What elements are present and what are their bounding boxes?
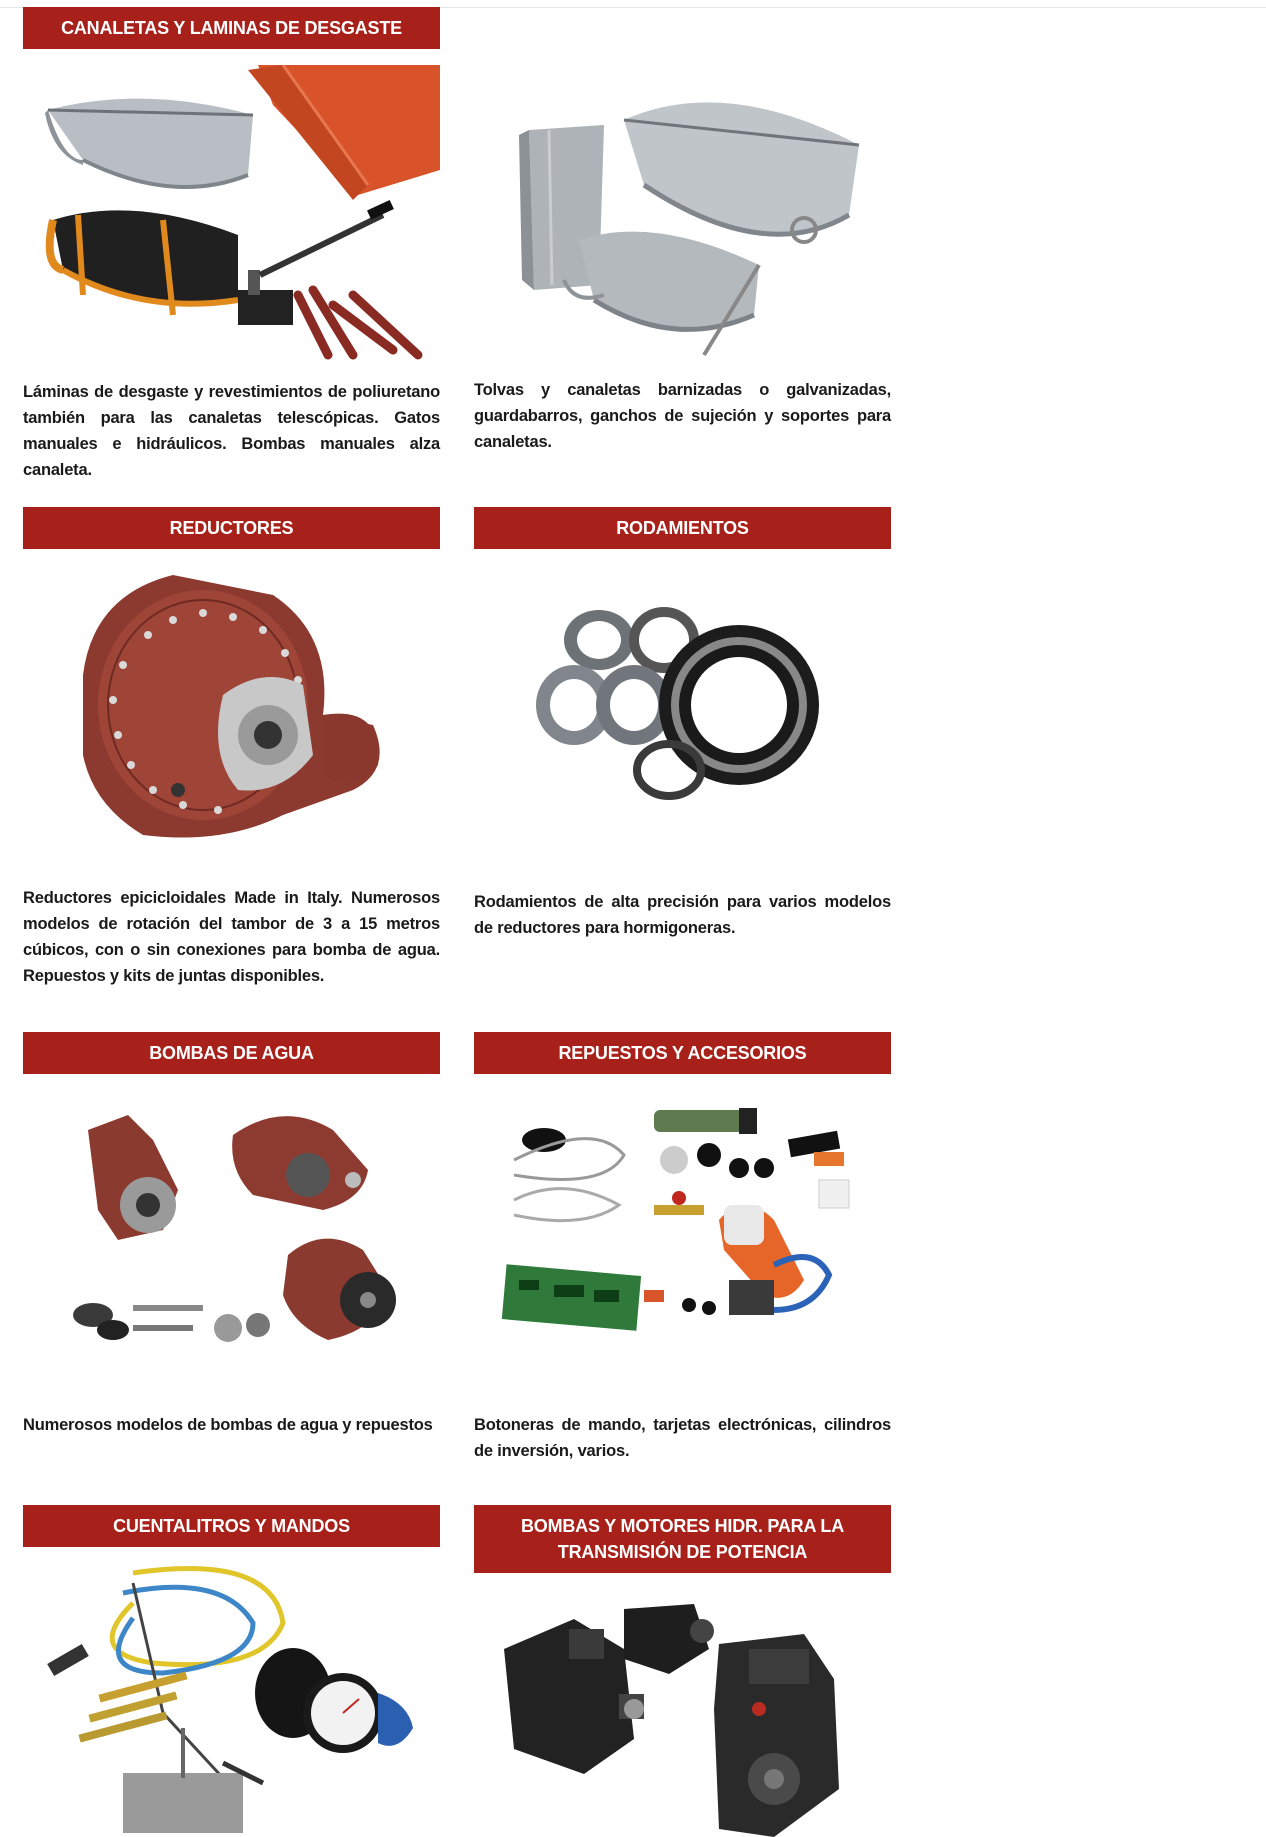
water-meter-controls-photo[interactable] <box>23 1563 440 1833</box>
water-pumps-photo[interactable] <box>23 1080 440 1380</box>
card-title[interactable]: BOMBAS Y MOTORES HIDR. PARA LA TRANSMISIÓN DE POTENCIA <box>474 1505 891 1573</box>
card-title[interactable]: REDUCTORES <box>23 507 440 549</box>
card-description: Rodamientos de alta precisión para varios modelos de reductores para hormigoneras. <box>474 893 891 937</box>
card-description: Láminas de desgaste y revestimientos de poliuretano también para las canaletas telescópicas. Gatos manuales e hidráulicos. Bombas manuales alza canaleta. <box>23 383 440 479</box>
card-description: Botoneras de mando, tarjetas electrónicas, cilindros de inversión, varios. <box>474 1416 891 1460</box>
card-title[interactable]: RODAMIENTOS <box>474 507 891 549</box>
spare-parts-photo[interactable] <box>474 1080 891 1380</box>
bearings-photo[interactable] <box>474 555 891 855</box>
card-title[interactable]: BOMBAS DE AGUA <box>23 1032 440 1074</box>
product-card-tolvas <box>474 7 891 455</box>
product-card-bombas-motores <box>474 1505 891 1837</box>
product-card-canaletas <box>23 7 440 483</box>
product-card-reductores <box>23 507 440 989</box>
product-card-repuestos <box>474 1032 891 1464</box>
product-card-cuentalitros <box>23 1505 440 1833</box>
gear-reducer-photo[interactable] <box>23 555 440 855</box>
card-description: Tolvas y canaletas barnizadas o galvanizadas, guardabarros, ganchos de sujeción y soportes para canaletas. <box>474 381 891 451</box>
hydraulic-pumps-photo[interactable] <box>474 1589 891 1837</box>
product-card-bombas-agua <box>23 1032 440 1438</box>
card-description: Numerosos modelos de bombas de agua y repuestos <box>23 1416 433 1434</box>
card-description: Reductores epicicloidales Made in Italy. Numerosos modelos de rotación del tambor de 3 a 15 metros cúbicos, con o sin conexiones para bomba de agua. Repuestos y kits de juntas disponibles. <box>23 889 440 985</box>
card-title[interactable]: REPUESTOS Y ACCESORIOS <box>474 1032 891 1074</box>
galvanized-chutes-photo[interactable] <box>474 65 891 365</box>
chute-wear-plates-photo[interactable] <box>23 65 440 365</box>
card-title[interactable]: CANALETAS Y LAMINAS DE DESGASTE <box>23 7 440 49</box>
card-title[interactable]: CUENTALITROS Y MANDOS <box>23 1505 440 1547</box>
product-card-rodamientos <box>474 507 891 941</box>
